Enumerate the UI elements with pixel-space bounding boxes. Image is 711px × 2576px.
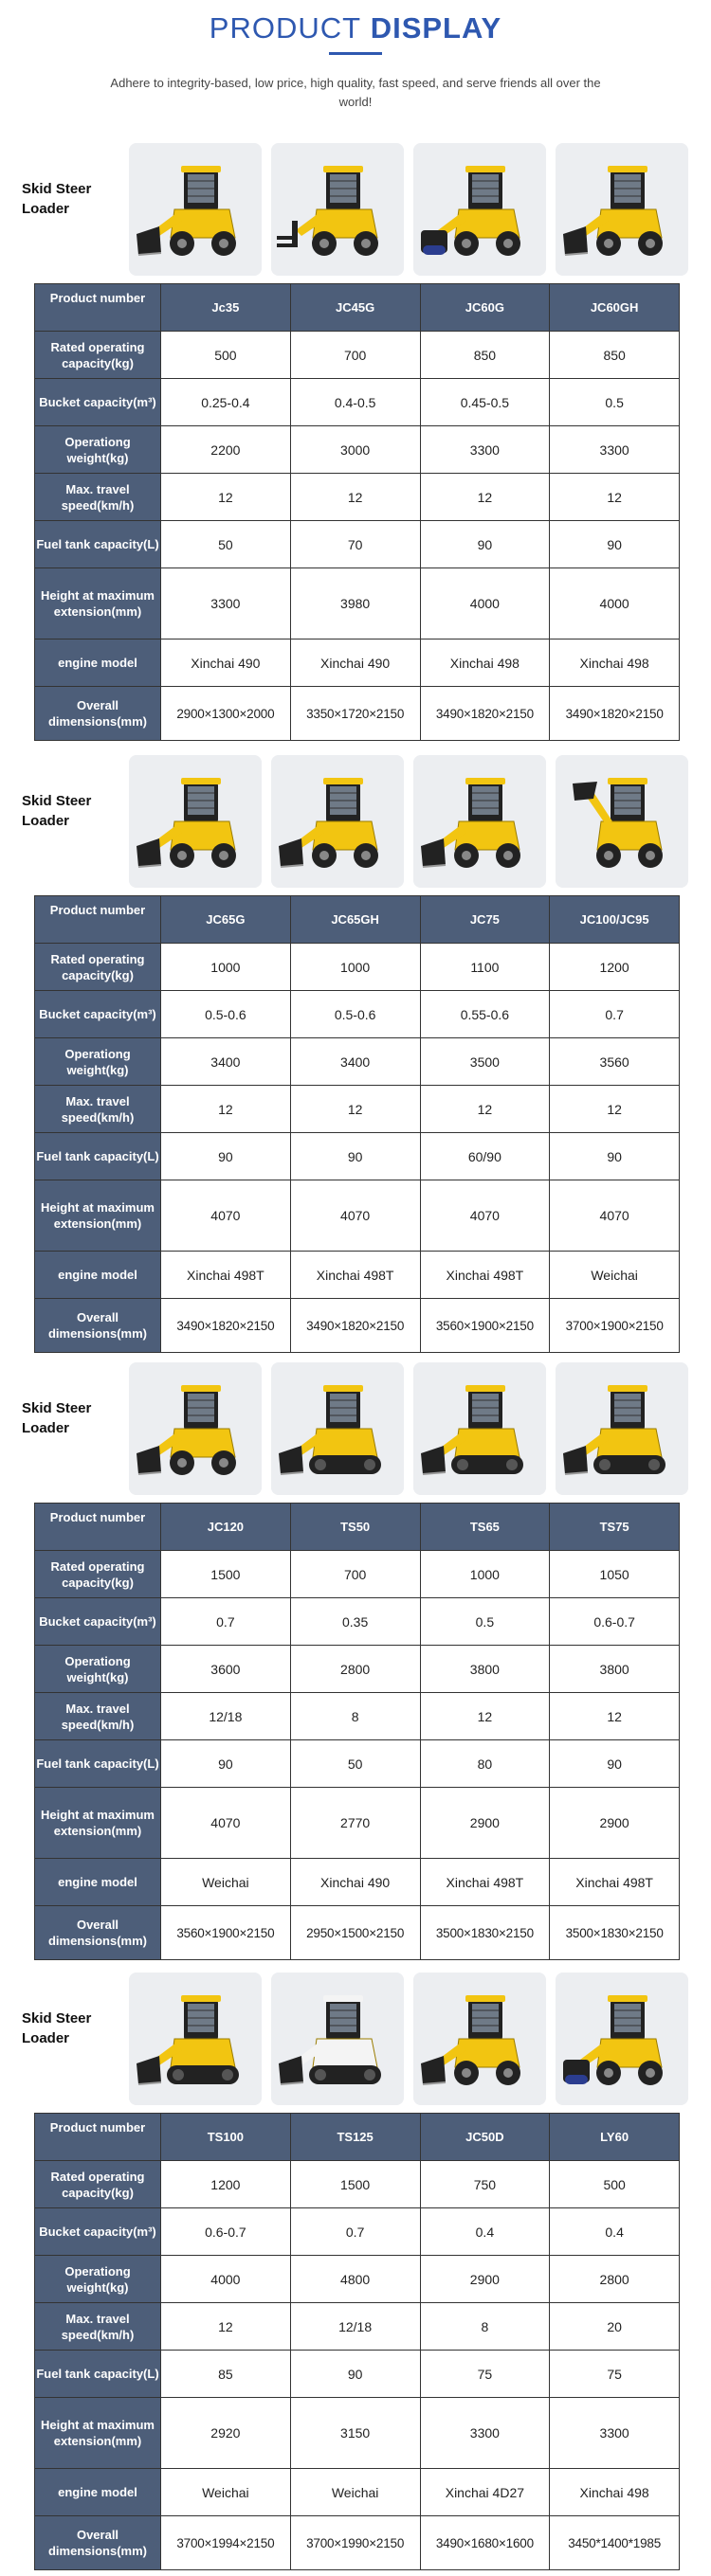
table-cell: 3700×1994×2150	[161, 2516, 291, 2570]
product-image[interactable]	[271, 143, 404, 276]
table-row	[35, 687, 680, 741]
table-row	[35, 1859, 680, 1906]
row-label-rated-capacity: Rated operating capacity(kg)	[35, 1551, 161, 1598]
table-cell: 0.55-0.6	[420, 991, 550, 1038]
table-cell: 3490×1820×2150	[161, 1299, 291, 1353]
table-row	[35, 1740, 680, 1788]
table-cell: 2200	[161, 426, 291, 474]
table-cell: Xinchai 498T	[550, 1859, 680, 1906]
model-name: TS65	[420, 1504, 550, 1551]
table-cell: 2900×1300×2000	[161, 687, 291, 741]
table-row	[35, 1598, 680, 1646]
table-cell: 2800	[290, 1646, 420, 1693]
row-label-bucket-capacity: Bucket capacity(m³)	[35, 991, 161, 1038]
table-cell: 2900	[420, 1788, 550, 1859]
table-cell: 850	[550, 332, 680, 379]
table-cell: 4070	[420, 1180, 550, 1252]
table-cell: 3700×1990×2150	[290, 2516, 420, 2570]
spec-table	[34, 895, 680, 1353]
row-label-dimensions: Overall dimensions(mm)	[35, 687, 161, 741]
table-row	[35, 521, 680, 568]
yellow-track-loader-icon	[556, 1362, 688, 1495]
table-cell: 12	[550, 1693, 680, 1740]
section-label	[22, 179, 109, 219]
table-cell: 12	[420, 1693, 550, 1740]
table-row	[35, 639, 680, 687]
table-cell: Xinchai 498T	[161, 1252, 291, 1299]
table-cell: 12/18	[290, 2303, 420, 2351]
product-image[interactable]	[413, 1362, 546, 1495]
table-cell: 2900	[550, 1788, 680, 1859]
table-cell: 85	[161, 2351, 291, 2398]
yellow-skid-loader-raised-icon	[556, 755, 688, 888]
product-image[interactable]	[129, 1973, 262, 2105]
row-label-operating-weight: Operationg weight(kg)	[35, 1038, 161, 1086]
page-title	[0, 9, 711, 47]
page-subtitle: Adhere to integrity-based, low price, high quality, fast speed, and serve friends all over the world!	[110, 76, 601, 109]
model-name: TS100	[161, 2114, 291, 2161]
row-label-fuel-tank: Fuel tank capacity(L)	[35, 521, 161, 568]
yellow-skid-loader-bucket-icon	[413, 1973, 546, 2105]
table-cell: 75	[550, 2351, 680, 2398]
product-image[interactable]	[556, 1973, 688, 2105]
table-cell: Weichai	[161, 1859, 291, 1906]
row-label-travel-speed: Max. travel speed(km/h)	[35, 2303, 161, 2351]
product-image[interactable]	[271, 755, 404, 888]
page-header	[0, 0, 711, 112]
row-label-bucket-capacity: Bucket capacity(m³)	[35, 1598, 161, 1646]
table-cell: Weichai	[550, 1252, 680, 1299]
row-label-bucket-capacity: Bucket capacity(m³)	[35, 2208, 161, 2256]
table-cell: 3450*1400*1985	[550, 2516, 680, 2570]
table-cell: 500	[550, 2161, 680, 2208]
table-cell: 90	[290, 1133, 420, 1180]
table-cell: 70	[290, 521, 420, 568]
row-label-engine: engine model	[35, 2469, 161, 2516]
table-cell: 12	[161, 1086, 291, 1133]
table-header-row	[35, 2114, 680, 2161]
row-label-dimensions: Overall dimensions(mm)	[35, 1299, 161, 1353]
table-row	[35, 1906, 680, 1960]
table-cell: 0.5-0.6	[290, 991, 420, 1038]
table-row	[35, 426, 680, 474]
row-label-product-number: Product number	[35, 284, 161, 332]
row-label-rated-capacity: Rated operating capacity(kg)	[35, 2161, 161, 2208]
product-image[interactable]	[271, 1362, 404, 1495]
table-cell: 12	[420, 474, 550, 521]
product-image[interactable]	[413, 1973, 546, 2105]
table-cell: 0.4	[420, 2208, 550, 2256]
table-cell: 0.35	[290, 1598, 420, 1646]
table-cell: 1200	[550, 944, 680, 991]
table-cell: 0.7	[161, 1598, 291, 1646]
title-bold: DISPLAY	[370, 11, 502, 45]
title-light: PRODUCT	[209, 11, 362, 45]
table-cell: 2800	[550, 2256, 680, 2303]
table-header-row	[35, 284, 680, 332]
table-cell: 3300	[420, 426, 550, 474]
table-cell: 3800	[550, 1646, 680, 1693]
table-cell: 4000	[161, 2256, 291, 2303]
table-cell: 4000	[420, 568, 550, 639]
product-section	[0, 130, 711, 729]
model-name: TS75	[550, 1504, 680, 1551]
table-cell: 3300	[420, 2398, 550, 2469]
model-name: JC100/JC95	[550, 896, 680, 944]
table-cell: 1100	[420, 944, 550, 991]
table-cell: 0.4-0.5	[290, 379, 420, 426]
table-cell: 90	[550, 521, 680, 568]
yellow-track-loader-icon	[413, 1362, 546, 1495]
table-cell: 3490×1820×2150	[550, 687, 680, 741]
row-label-rated-capacity: Rated operating capacity(kg)	[35, 944, 161, 991]
table-row	[35, 2161, 680, 2208]
yellow-track-loader-icon	[129, 1973, 262, 2105]
model-name: TS125	[290, 2114, 420, 2161]
product-section	[0, 1959, 711, 2558]
table-cell: 12	[550, 1086, 680, 1133]
spec-table	[34, 283, 680, 741]
row-label-fuel-tank: Fuel tank capacity(L)	[35, 1740, 161, 1788]
row-label-height: Height at maximum extension(mm)	[35, 1180, 161, 1252]
table-cell: 75	[420, 2351, 550, 2398]
row-label-dimensions: Overall dimensions(mm)	[35, 2516, 161, 2570]
table-cell: 90	[550, 1133, 680, 1180]
table-row	[35, 2469, 680, 2516]
row-label-product-number: Product number	[35, 896, 161, 944]
yellow-skid-loader-bucket-icon	[556, 143, 688, 276]
row-label-height: Height at maximum extension(mm)	[35, 2398, 161, 2469]
yellow-skid-loader-fork-icon	[271, 143, 404, 276]
section-label-text: Skid Steer Loader	[22, 793, 92, 829]
model-name: JC60G	[420, 284, 550, 332]
table-cell: 2920	[161, 2398, 291, 2469]
table-cell: 0.5	[550, 379, 680, 426]
image-row	[0, 742, 711, 901]
product-section	[0, 1349, 711, 1948]
model-name: JC120	[161, 1504, 291, 1551]
product-image[interactable]	[129, 1362, 262, 1495]
table-cell: 4070	[161, 1180, 291, 1252]
table-cell: 700	[290, 1551, 420, 1598]
table-cell: 500	[161, 332, 291, 379]
table-cell: 3300	[161, 568, 291, 639]
table-cell: 4070	[161, 1788, 291, 1859]
table-cell: Xinchai 490	[161, 639, 291, 687]
spec-table	[34, 1503, 680, 1960]
table-cell: 1200	[161, 2161, 291, 2208]
product-section	[0, 742, 711, 1341]
table-cell: 0.7	[550, 991, 680, 1038]
product-image[interactable]	[413, 143, 546, 276]
table-cell: Xinchai 498	[550, 639, 680, 687]
model-name: JC65GH	[290, 896, 420, 944]
table-cell: 2770	[290, 1788, 420, 1859]
row-label-height: Height at maximum extension(mm)	[35, 1788, 161, 1859]
table-cell: 3500	[420, 1038, 550, 1086]
table-cell: 4070	[550, 1180, 680, 1252]
section-label-text: Skid Steer Loader	[22, 2010, 92, 2046]
table-cell: 3300	[550, 426, 680, 474]
table-cell: 3490×1820×2150	[420, 687, 550, 741]
row-label-fuel-tank: Fuel tank capacity(L)	[35, 2351, 161, 2398]
row-label-engine: engine model	[35, 639, 161, 687]
table-cell: 8	[290, 1693, 420, 1740]
table-cell: Weichai	[290, 2469, 420, 2516]
yellow-skid-loader-bucket-icon	[413, 755, 546, 888]
model-name: JC65G	[161, 896, 291, 944]
model-name: TS50	[290, 1504, 420, 1551]
table-cell: 3800	[420, 1646, 550, 1693]
yellow-skid-loader-front-icon	[129, 143, 262, 276]
yellow-track-loader-icon	[271, 1362, 404, 1495]
table-cell: 3560×1900×2150	[420, 1299, 550, 1353]
table-cell: 3490×1680×1600	[420, 2516, 550, 2570]
row-label-product-number: Product number	[35, 1504, 161, 1551]
table-cell: 12	[550, 474, 680, 521]
table-row	[35, 2303, 680, 2351]
product-image[interactable]	[413, 755, 546, 888]
table-cell: 1500	[290, 2161, 420, 2208]
model-name: JC50D	[420, 2114, 550, 2161]
row-label-travel-speed: Max. travel speed(km/h)	[35, 474, 161, 521]
row-label-travel-speed: Max. travel speed(km/h)	[35, 1086, 161, 1133]
white-track-loader-icon	[271, 1973, 404, 2105]
product-image[interactable]	[556, 1362, 688, 1495]
table-cell: 0.5-0.6	[161, 991, 291, 1038]
table-cell: 90	[161, 1133, 291, 1180]
yellow-loader-sweeper-icon	[556, 1973, 688, 2105]
product-image[interactable]	[271, 1973, 404, 2105]
table-row	[35, 1551, 680, 1598]
section-label-text: Skid Steer Loader	[22, 1400, 92, 1436]
row-label-height: Height at maximum extension(mm)	[35, 568, 161, 639]
image-row	[0, 1349, 711, 1508]
table-cell: 1000	[161, 944, 291, 991]
table-cell: 3300	[550, 2398, 680, 2469]
table-row	[35, 1086, 680, 1133]
table-row	[35, 379, 680, 426]
table-cell: 3350×1720×2150	[290, 687, 420, 741]
table-cell: 12	[161, 2303, 291, 2351]
table-cell: 12	[290, 474, 420, 521]
table-cell: 700	[290, 332, 420, 379]
row-label-bucket-capacity: Bucket capacity(m³)	[35, 379, 161, 426]
table-row	[35, 1252, 680, 1299]
table-row	[35, 1788, 680, 1859]
section-label	[22, 1398, 109, 1438]
table-cell: 3560	[550, 1038, 680, 1086]
table-row	[35, 1693, 680, 1740]
table-cell: 3400	[161, 1038, 291, 1086]
table-row	[35, 474, 680, 521]
table-row	[35, 944, 680, 991]
table-row	[35, 2256, 680, 2303]
table-row	[35, 332, 680, 379]
model-name: JC60GH	[550, 284, 680, 332]
table-cell: Xinchai 498T	[290, 1252, 420, 1299]
table-cell: Xinchai 498	[420, 639, 550, 687]
model-name: LY60	[550, 2114, 680, 2161]
table-header-row	[35, 896, 680, 944]
table-cell: 3490×1820×2150	[290, 1299, 420, 1353]
table-cell: 80	[420, 1740, 550, 1788]
spec-table	[34, 2113, 680, 2570]
table-cell: 4000	[550, 568, 680, 639]
row-label-engine: engine model	[35, 1859, 161, 1906]
table-cell: 3400	[290, 1038, 420, 1086]
table-cell: Xinchai 490	[290, 639, 420, 687]
table-cell: 3600	[161, 1646, 291, 1693]
product-image[interactable]	[556, 143, 688, 276]
table-cell: 3500×1830×2150	[550, 1906, 680, 1960]
table-cell: Weichai	[161, 2469, 291, 2516]
image-row	[0, 130, 711, 289]
product-image[interactable]	[556, 755, 688, 888]
table-cell: 3500×1830×2150	[420, 1906, 550, 1960]
table-cell: 2950×1500×2150	[290, 1906, 420, 1960]
table-cell: 50	[290, 1740, 420, 1788]
yellow-skid-loader-sweeper-icon	[413, 143, 546, 276]
section-label	[22, 2009, 109, 2048]
table-cell: 12	[290, 1086, 420, 1133]
table-cell: 90	[161, 1740, 291, 1788]
table-cell: 12	[161, 474, 291, 521]
table-cell: 0.25-0.4	[161, 379, 291, 426]
table-cell: 12	[420, 1086, 550, 1133]
table-header-row	[35, 1504, 680, 1551]
table-cell: 4070	[290, 1180, 420, 1252]
table-row	[35, 1299, 680, 1353]
table-cell: 1050	[550, 1551, 680, 1598]
table-cell: 3000	[290, 426, 420, 474]
table-cell: Xinchai 4D27	[420, 2469, 550, 2516]
row-label-rated-capacity: Rated operating capacity(kg)	[35, 332, 161, 379]
table-cell: 12/18	[161, 1693, 291, 1740]
table-row	[35, 1038, 680, 1086]
table-cell: 3700×1900×2150	[550, 1299, 680, 1353]
table-cell: 0.7	[290, 2208, 420, 2256]
table-cell: 60/90	[420, 1133, 550, 1180]
table-cell: 3560×1900×2150	[161, 1906, 291, 1960]
table-cell: 3980	[290, 568, 420, 639]
image-row	[0, 1959, 711, 2118]
table-cell: 50	[161, 521, 291, 568]
table-cell: 90	[290, 2351, 420, 2398]
table-cell: 2900	[420, 2256, 550, 2303]
table-cell: 850	[420, 332, 550, 379]
table-cell: 1500	[161, 1551, 291, 1598]
model-name: Jc35	[161, 284, 291, 332]
row-label-dimensions: Overall dimensions(mm)	[35, 1906, 161, 1960]
table-row	[35, 2208, 680, 2256]
table-row	[35, 2351, 680, 2398]
table-cell: Xinchai 490	[290, 1859, 420, 1906]
title-underline	[329, 52, 382, 55]
model-name: JC75	[420, 896, 550, 944]
table-row	[35, 2516, 680, 2570]
table-cell: 0.4	[550, 2208, 680, 2256]
table-row	[35, 568, 680, 639]
row-label-fuel-tank: Fuel tank capacity(L)	[35, 1133, 161, 1180]
table-cell: 750	[420, 2161, 550, 2208]
section-label-text: Skid Steer Loader	[22, 181, 92, 217]
table-row	[35, 991, 680, 1038]
table-cell: 20	[550, 2303, 680, 2351]
row-label-operating-weight: Operationg weight(kg)	[35, 426, 161, 474]
table-cell: Xinchai 498	[550, 2469, 680, 2516]
model-name: JC45G	[290, 284, 420, 332]
table-cell: 4800	[290, 2256, 420, 2303]
table-cell: 3150	[290, 2398, 420, 2469]
table-row	[35, 1133, 680, 1180]
table-cell: 0.45-0.5	[420, 379, 550, 426]
table-cell: 90	[420, 521, 550, 568]
row-label-operating-weight: Operationg weight(kg)	[35, 2256, 161, 2303]
product-image[interactable]	[129, 755, 262, 888]
table-cell: 0.5	[420, 1598, 550, 1646]
row-label-operating-weight: Operationg weight(kg)	[35, 1646, 161, 1693]
yellow-skid-loader-front-icon	[129, 1362, 262, 1495]
table-cell: 1000	[290, 944, 420, 991]
yellow-skid-loader-bucket-icon	[129, 755, 262, 888]
table-row	[35, 2398, 680, 2469]
product-image[interactable]	[129, 143, 262, 276]
row-label-product-number: Product number	[35, 2114, 161, 2161]
table-row	[35, 1646, 680, 1693]
table-cell: Xinchai 498T	[420, 1252, 550, 1299]
table-cell: 8	[420, 2303, 550, 2351]
table-cell: 90	[550, 1740, 680, 1788]
row-label-engine: engine model	[35, 1252, 161, 1299]
yellow-skid-loader-bucket-icon	[271, 755, 404, 888]
table-cell: 1000	[420, 1551, 550, 1598]
row-label-travel-speed: Max. travel speed(km/h)	[35, 1693, 161, 1740]
table-row	[35, 1180, 680, 1252]
table-cell: 0.6-0.7	[550, 1598, 680, 1646]
section-label	[22, 791, 109, 831]
table-cell: Xinchai 498T	[420, 1859, 550, 1906]
table-cell: 0.6-0.7	[161, 2208, 291, 2256]
